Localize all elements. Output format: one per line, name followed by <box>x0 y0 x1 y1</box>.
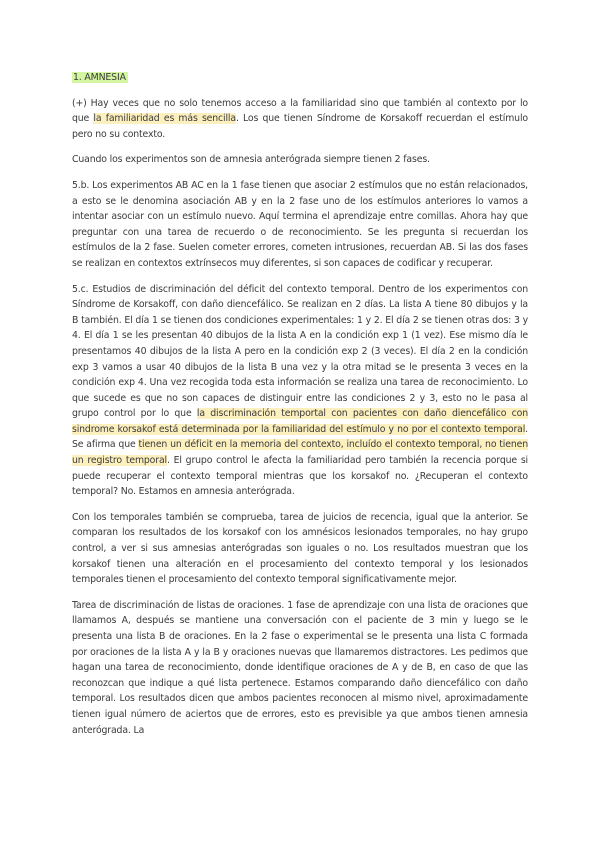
paragraph-fases: Cuando los experimentos son de amnesia anterógrada siempre tienen 2 fases. <box>72 154 430 166</box>
paragraph-temporales: Con los temporales también se comprueba, tarea de juicios de recencia, igual que la anterior. Se comparan los resultados de los korsakof con los amnésicos lesionados temporales, no hay grupo control, a ver si sus amnesias anterógradas son iguales o no. Los resultados muestran que los korsakof tienen una alteración en el procesamiento del contexto temporal y los lesionados temporales tienen el procesamiento del contexto temporal significativamente mejor. <box>72 511 528 586</box>
document-page <box>72 70 528 748</box>
p1-text-b: . Los que tienen Síndrome de Korsakoff recuerdan el estímulo pero no su contexto. <box>72 113 528 140</box>
paragraph-5c <box>72 282 528 500</box>
heading-text: 1. AMNESIA <box>73 72 126 83</box>
highlight-discriminacion: la discriminación temportal con pacientes con daño diencefálico con sindrome korsakof está determinada por la familiaridad del estímulo y no por el contexto temporal <box>72 408 528 435</box>
paragraph-familiaridad <box>72 96 528 143</box>
highlight-deficit: tienen un déficit en la memoria del contexto, incluído el contexto temporal, no tienen un registro temporal <box>72 439 528 467</box>
p4-text-b: . Se afirma que <box>72 423 528 451</box>
highlight-familiaridad: la familiaridad es más sencilla <box>93 113 236 125</box>
p4-text-a: 5.c. Estudios de discriminación del déficit del contexto temporal. Dentro de los experimentos con Síndrome de Korsakoff, con daño diencefálico. Se realizan en 2 días. La lista A tiene 80 dibujos y la B también. El día 1 se tienen dos condiciones experimentales: 1 y 2. El día 2 se tienen otras dos: 3 y 4. El día 1 se les presentan 40 dibujos de la lista A en la condición exp 1 (1 vez). Ese mismo día le presentamos 40 dibujos de la lista A pero en la condición exp 2 (3 veces). El día 2 en la condición exp 3 vamos a usar 40 dibujos de la lista B una vez y la otra mitad se le presenta 3 veces en la condición exp 4. Una vez recogida toda esta información se realiza una tarea de reconocimiento. Lo que sucede es que no son capaces de distinguir entre las condiciones 2 y 3, esto no le pasa al grupo control por lo que <box>72 283 528 420</box>
p1-text-a: (+) Hay veces que no solo tenemos acceso a la familiaridad sino que también al contexto por lo que <box>72 97 528 125</box>
paragraph-oraciones: Tarea de discriminación de listas de oraciones. 1 fase de aprendizaje con una lista de oraciones que llamamos A, después se mantiene una conversación con el paciente de 3 min y luego se le presenta una lista B de oraciones. En la 2 fase o experimental se le presenta una lista C formada por oraciones de la lista A y la B y oraciones nuevas que llamaremos distractores. Les pedimos que hagan una tarea de reconocimiento, donde identifique oraciones de A y de B, en caso de que las reconozcan que indique a qué lista pertenece. Estamos comparando daño diencefálico con daño temporal. Los resultados dicen que ambos pacientes reconocen al mismo nivel, aproximadamente tienen igual número de aciertos que de errores, esto es previsible ya que ambos tienen amnesia anterógrada. La <box>72 599 528 736</box>
paragraph-5b: 5.b. Los experimentos AB AC en la 1 fase tienen que asociar 2 estímulos que no están relacionados, a esto se le denomina asociación AB y en la 2 fase uno de los estímulos anteriores lo vamos a intentar asociar con un estímulo nuevo. Aquí termina el aprendizaje entre comillas. Ahora hay que preguntar con una tarea de recuerdo o de reconocimiento. Se les pregunta si recuerdan los estímulos de la 2 fase. Suelen cometer errores, cometen intrusiones, recuerdan AB. Si las dos fases se realizan en contextos extrínsecos muy diferentes, si son capaces de codificar y recuperar. <box>72 179 528 269</box>
p4-text-c: . El grupo control le afecta la familiaridad pero también la recencia porque si puede recuperar el contexto temporal mientras que los korsakof no. ¿Recuperan el contexto temporal? No. Estamos en amnesia anterógrada. <box>72 455 528 498</box>
section-heading <box>72 70 528 86</box>
